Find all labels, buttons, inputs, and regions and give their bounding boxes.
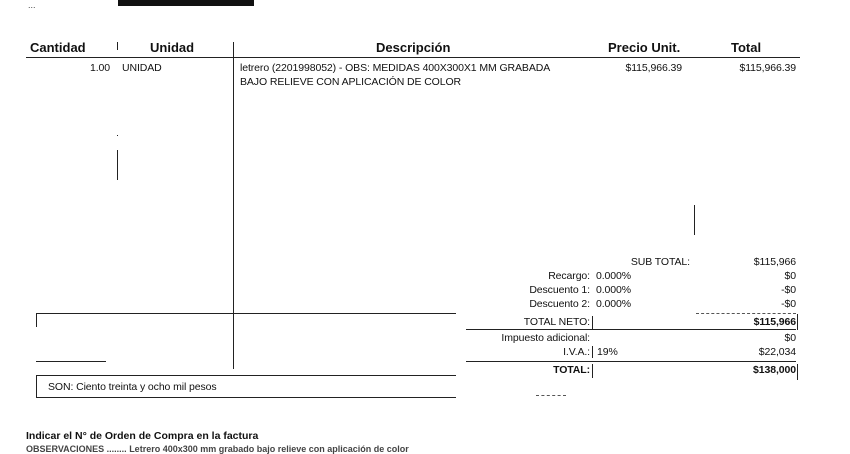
header-total: Total: [731, 40, 762, 55]
col-dot-3: [694, 205, 695, 235]
top-left-text: ...: [28, 0, 36, 10]
descuento1-pct: 0.000%: [596, 284, 632, 296]
row-price: $115,966.39: [625, 62, 682, 74]
iva-sep: [592, 346, 593, 358]
header-cantidad: Cantidad: [30, 40, 86, 55]
row-qty: 1.00: [89, 62, 110, 74]
row-desc-line2: BAJO RELIEVE CON APLICACIÓN DE COLOR: [240, 76, 462, 88]
neto-label: TOTAL NETO:: [523, 316, 590, 328]
son-text: SON: Ciento treinta y ocho mil pesos: [48, 381, 217, 393]
descuento1-label: Descuento 1:: [529, 284, 590, 296]
footer-note: Indicar el N° de Orden de Compra en la factura: [26, 430, 259, 442]
row-unit: UNIDAD: [122, 62, 162, 74]
son-box-top: [36, 375, 456, 376]
subtotal-label: SUB TOTAL:: [630, 256, 690, 268]
iva-underline: [466, 361, 796, 362]
desc-left-border: [233, 57, 234, 369]
iva-pct: 19%: [597, 346, 618, 358]
recargo-pct: 0.000%: [596, 270, 632, 282]
row-desc-line1: letrero (2201998052) - OBS: MEDIDAS 400X300X1 MM GRABADA: [240, 62, 551, 74]
subtotal-value: $115,966: [753, 256, 796, 268]
header-precio: Precio Unit.: [608, 40, 681, 55]
left-short-line: [36, 361, 106, 362]
neto-value: $115,966: [753, 316, 796, 328]
total-right-border: [797, 364, 798, 380]
top-black-bar: [118, 0, 254, 6]
son-box-left: [36, 375, 37, 397]
descuento2-label: Descuento 2:: [529, 298, 590, 310]
neto-right-border: [797, 314, 798, 330]
header-unidad: Unidad: [150, 40, 195, 55]
descuento-dash: [696, 313, 796, 314]
descuento2-pct: 0.000%: [596, 298, 632, 310]
col-dot-2: [117, 150, 118, 180]
impuesto-label: Impuesto adicional:: [501, 332, 590, 344]
iva-value: $22,034: [758, 346, 796, 358]
header-descripcion: Descripción: [376, 40, 451, 55]
row-total: $115,966.39: [739, 62, 796, 74]
neto-underline: [466, 329, 796, 330]
left-box-tick: [36, 313, 37, 327]
total-label: TOTAL:: [553, 364, 590, 376]
son-box-bottom: [36, 397, 456, 398]
recargo-label: Recargo:: [548, 270, 590, 282]
iva-label: I.V.A.:: [563, 346, 590, 358]
header-underline: [26, 57, 800, 58]
total-value: $138,000: [753, 364, 796, 376]
bottom-dash: [536, 395, 566, 396]
impuesto-value: $0: [784, 332, 796, 344]
col-sep-2: [233, 42, 234, 57]
total-sep: [592, 364, 593, 378]
neto-sep: [592, 316, 593, 329]
footer-observaciones: OBSERVACIONES ........ Letrero 400x300 mm grabado bajo relieve con aplicación de color: [26, 444, 409, 454]
descuento2-value: -$0: [781, 298, 796, 310]
descuento1-value: -$0: [781, 284, 796, 296]
recargo-value: $0: [784, 270, 796, 282]
col-dot-1: [117, 135, 118, 136]
col-sep-1: [117, 42, 118, 50]
left-box-top: [36, 313, 456, 314]
